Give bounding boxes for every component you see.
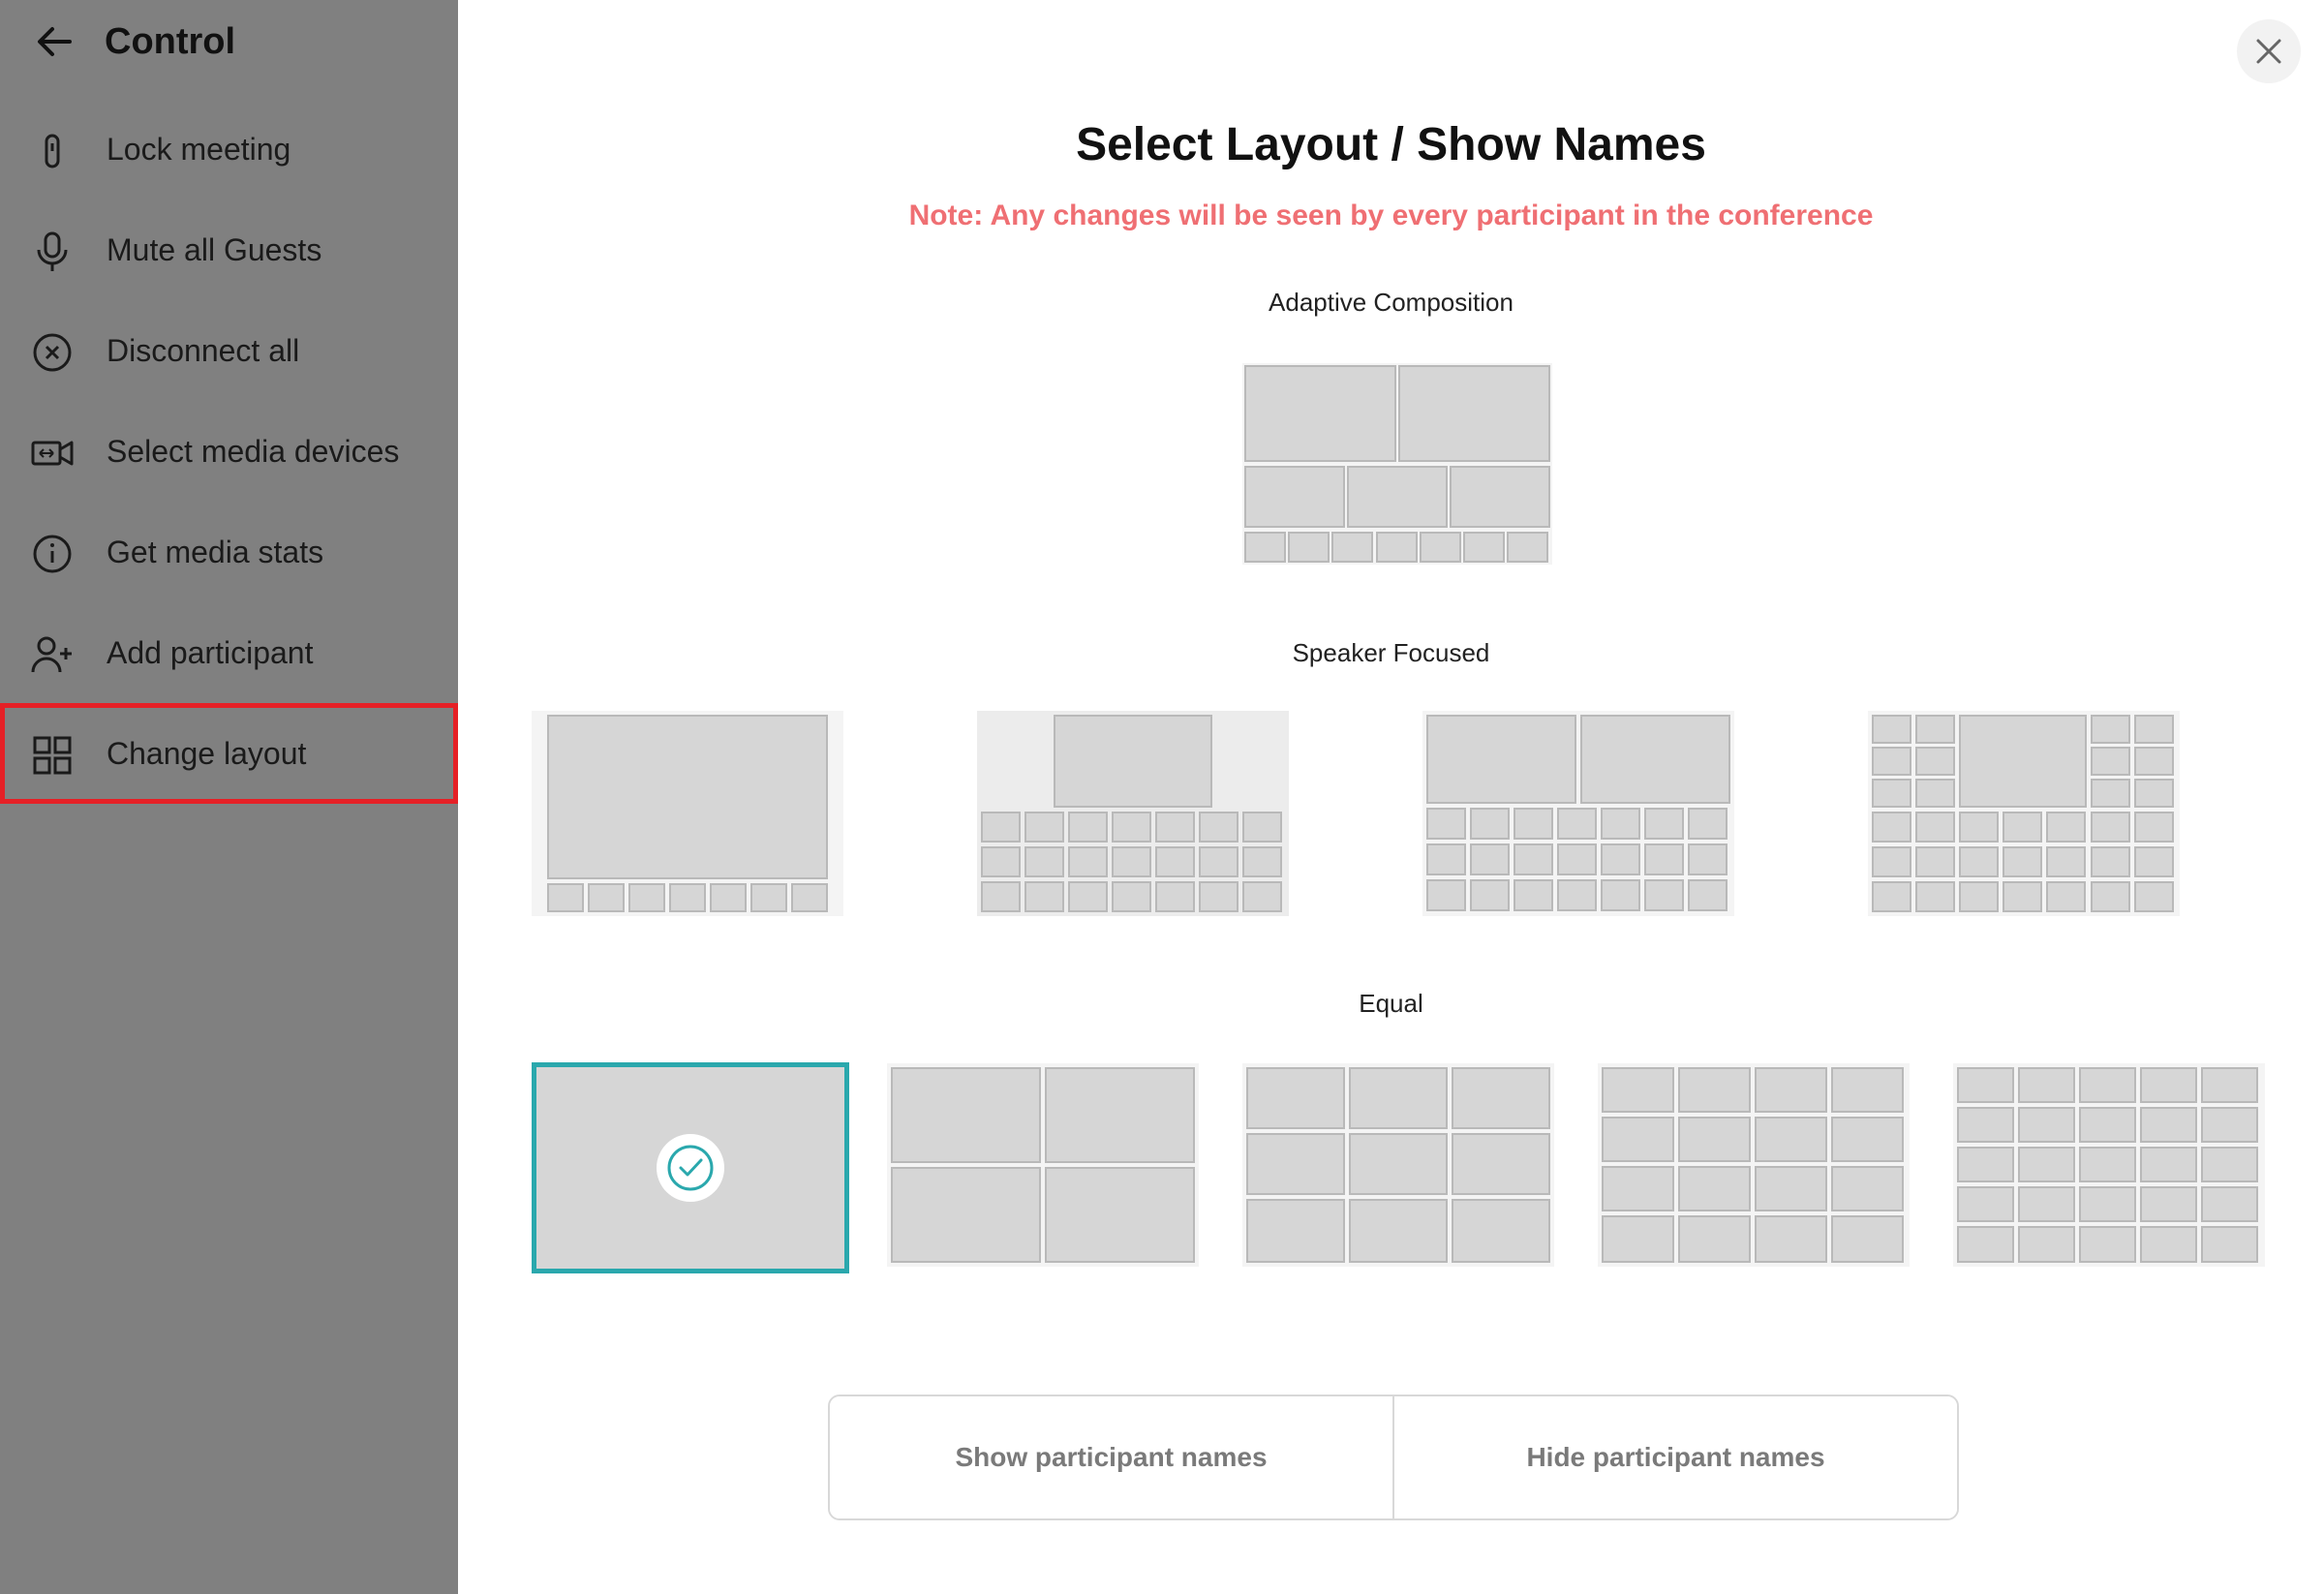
layout-cell [1068,881,1108,912]
menu-item-change-layout[interactable] [0,703,458,804]
menu-item-lock-meeting[interactable] [0,99,458,199]
show-names-button[interactable]: Show participant names [830,1396,1392,1518]
layout-cell [2046,881,2086,912]
layout-cell [1242,846,1282,877]
layout-cell [1452,1067,1550,1129]
layout-cell [1580,715,1730,804]
layout-cell [1199,846,1238,877]
layout-cell [1957,1067,2014,1103]
layout-cell [1068,846,1108,877]
layout-cell [1557,843,1597,875]
menu-item-add-participant[interactable] [0,602,458,703]
layout-cell [1872,747,1911,776]
layout-cell [1470,808,1510,840]
layout-cell [1246,1199,1345,1263]
check-circle-icon [657,1134,724,1202]
layout-cell [1915,747,1955,776]
layout-cell [750,883,787,912]
layout-cell [2018,1186,2075,1222]
control-sidebar [0,0,458,1594]
close-circle-icon [29,329,76,376]
layout-cell [1957,1147,2014,1182]
layout-cell [1246,1133,1345,1195]
layout-cell [2134,715,2174,744]
layout-cell [2091,846,2130,877]
layout-cell [2140,1067,2197,1103]
layout-cell [1068,812,1108,843]
layout-cell [1470,843,1510,875]
menu-item-select-media-devices[interactable] [0,401,458,502]
grid-icon [29,732,76,779]
layout-cell [1915,846,1955,877]
layout-cell [2140,1226,2197,1263]
menu-item-label: Lock meeting [107,132,291,167]
layout-cell [1349,1067,1448,1129]
layout-cell [1959,881,1999,912]
layout-cell [1755,1117,1827,1162]
layout-cell [2140,1147,2197,1182]
arrow-left-icon [31,17,79,66]
layout-cell [1331,532,1373,563]
layout-cell [2079,1107,2136,1143]
layout-cell [2018,1147,2075,1182]
layout-cell [1872,881,1911,912]
layout-cell [547,715,828,879]
layout-cell [1024,881,1064,912]
layout-cell [1514,843,1553,875]
layout-cell [1831,1067,1904,1113]
menu-item-get-media-stats[interactable] [0,502,458,602]
layout-cell [1872,715,1911,744]
layout-cell [1347,466,1448,528]
layout-cell [1601,879,1640,911]
layout-cell [1678,1215,1751,1263]
layout-cell [1915,779,1955,808]
layout-cell [1155,881,1195,912]
layout-cell [2079,1226,2136,1263]
layout-cell [1155,846,1195,877]
layout-cell [1755,1166,1827,1211]
layout-equal-3x3[interactable] [1242,1063,1554,1267]
layout-cell [1112,846,1151,877]
layout-cell [2201,1226,2258,1263]
layout-cell [2018,1226,2075,1263]
layout-cell [1426,808,1466,840]
layout-cell [1959,715,2087,808]
layout-cell [1244,466,1345,528]
layout-cell [1452,1199,1550,1263]
layout-cell [2134,812,2174,843]
layout-cell [2201,1107,2258,1143]
layout-cell [1872,846,1911,877]
layout-cell [1199,881,1238,912]
layout-cell [1831,1166,1904,1211]
layout-cell [1644,808,1684,840]
layout-cell [710,883,747,912]
menu-item-label: Mute all Guests [107,232,322,267]
layout-cell [1557,879,1597,911]
layout-cell [1288,532,1330,563]
layout-cell [2134,779,2174,808]
close-icon [2237,19,2301,83]
layout-cell [1450,466,1550,528]
layout-cell [981,881,1021,912]
layout-speaker-2-plus-21[interactable] [1422,711,1734,916]
layout-cell [2003,846,2042,877]
layout-cell [1112,881,1151,912]
layout-cell [1426,715,1576,804]
layout-cell [1398,365,1550,462]
participant-names-toggle [828,1395,1959,1520]
layout-cell [1024,846,1064,877]
layout-cell [1957,1107,2014,1143]
layout-cell [1915,812,1955,843]
layout-cell [1678,1067,1751,1113]
layout-cell [588,883,625,912]
warning-note: Note: Any changes will be seen by every participant in the conference [908,199,1874,231]
layout-cell [628,883,665,912]
layout-cell [1244,365,1396,462]
layout-cell [1426,879,1466,911]
layout-cell [891,1067,1041,1163]
layout-cell [2201,1186,2258,1222]
layout-cell [1054,715,1212,808]
layout-cell [981,812,1021,843]
layout-equal-5x5[interactable] [1953,1063,2265,1267]
layout-cell [1678,1117,1751,1162]
layout-cell [1602,1117,1674,1162]
layout-cell [2003,812,2042,843]
layout-cell [1602,1215,1674,1263]
layout-cell [981,846,1021,877]
layout-cell [1112,812,1151,843]
camera-icon [29,430,76,476]
sidebar-header [0,0,458,83]
layout-cell [1470,879,1510,911]
menu-item-mute-all-guests[interactable] [0,199,458,300]
layout-cell [2091,715,2130,744]
menu-item-label: Change layout [107,736,307,771]
layout-speaker-1-plus-33[interactable] [1868,711,2180,916]
layout-cell [2201,1067,2258,1103]
layout-cell [1688,879,1728,911]
layout-cell [2003,881,2042,912]
layout-cell [669,883,706,912]
add-user-icon [29,631,76,678]
page-title: Select Layout / Show Names [1076,119,1706,170]
layout-cell [1557,808,1597,840]
layout-cell [1376,532,1418,563]
layout-cell [1246,1067,1345,1129]
layout-cell [2140,1186,2197,1222]
section-label-equal: Equal [1359,989,1423,1018]
layout-cell [2079,1186,2136,1222]
layout-cell [2079,1147,2136,1182]
layout-cell [1045,1067,1195,1163]
layout-cell [891,1167,1041,1263]
layout-cell [2134,846,2174,877]
layout-cell [1688,808,1728,840]
sidebar-title: Control [105,21,236,62]
menu-item-disconnect-all[interactable] [0,300,458,401]
layout-cell [1507,532,1548,563]
layout-cell [2091,747,2130,776]
layout-cell [1872,812,1911,843]
layout-cell [1959,812,1999,843]
layout-cell [2140,1107,2197,1143]
layout-equal-4x4[interactable] [1598,1063,1910,1267]
layout-cell [1915,715,1955,744]
layout-cell [1024,812,1064,843]
layout-equal-2x2[interactable] [887,1063,1199,1267]
layout-cell [1755,1215,1827,1263]
lock-icon [29,128,76,174]
layout-cell [1872,779,1911,808]
layout-cell [1678,1166,1751,1211]
layout-cell [1644,879,1684,911]
layout-cell [1349,1199,1448,1263]
layout-cell [1601,843,1640,875]
section-label-adaptive: Adaptive Composition [1269,288,1514,317]
layout-cell [1831,1215,1904,1263]
layout-cell [1602,1166,1674,1211]
layout-cell [2091,779,2130,808]
menu-item-label: Add participant [107,635,314,670]
layout-cell [1514,808,1553,840]
layout-cell [1242,881,1282,912]
selected-check [657,1134,724,1202]
layout-cell [2079,1067,2136,1103]
layout-cell [1831,1117,1904,1162]
layout-cell [1426,843,1466,875]
close-button[interactable] [2237,19,2301,83]
layout-cell [2091,812,2130,843]
layout-cell [1602,1067,1674,1113]
layout-cell [1244,532,1286,563]
layout-cell [1242,812,1282,843]
layout-panel [458,0,2324,1594]
menu-item-label: Select media devices [107,434,400,469]
section-label-speaker: Speaker Focused [1292,638,1490,667]
layout-cell [2018,1107,2075,1143]
layout-cell [1644,843,1684,875]
layout-cell [2018,1067,2075,1103]
layout-cell [1452,1133,1550,1195]
layout-cell [547,883,584,912]
layout-cell [1755,1067,1827,1113]
layout-cell [1420,532,1461,563]
info-icon [29,531,76,577]
layout-cell [791,883,828,912]
layout-cell [1514,879,1553,911]
layout-cell [1463,532,1505,563]
back-button[interactable] [31,17,79,66]
layout-cell [1349,1133,1448,1195]
layout-cell [2046,812,2086,843]
layout-equal-1x1[interactable] [532,1062,849,1273]
layout-cell [1199,812,1238,843]
layout-cell [1915,881,1955,912]
hide-names-button[interactable]: Hide participant names [1392,1396,1957,1518]
layout-adaptive-composition[interactable] [1242,363,1552,565]
layout-cell [1959,846,1999,877]
layout-cell [2201,1147,2258,1182]
layout-cell [2134,747,2174,776]
layout-cell [1155,812,1195,843]
layout-speaker-1-plus-7[interactable] [532,711,843,916]
microphone-icon [29,229,76,275]
layout-speaker-1-plus-21[interactable] [977,711,1289,916]
layout-cell [1957,1226,2014,1263]
layout-cell [1045,1167,1195,1263]
layout-cell [1688,843,1728,875]
menu-item-label: Get media stats [107,535,324,569]
menu-item-label: Disconnect all [107,333,300,368]
layout-cell [2134,881,2174,912]
layout-cell [1601,808,1640,840]
layout-cell [2046,846,2086,877]
layout-cell [1957,1186,2014,1222]
layout-cell [2091,881,2130,912]
